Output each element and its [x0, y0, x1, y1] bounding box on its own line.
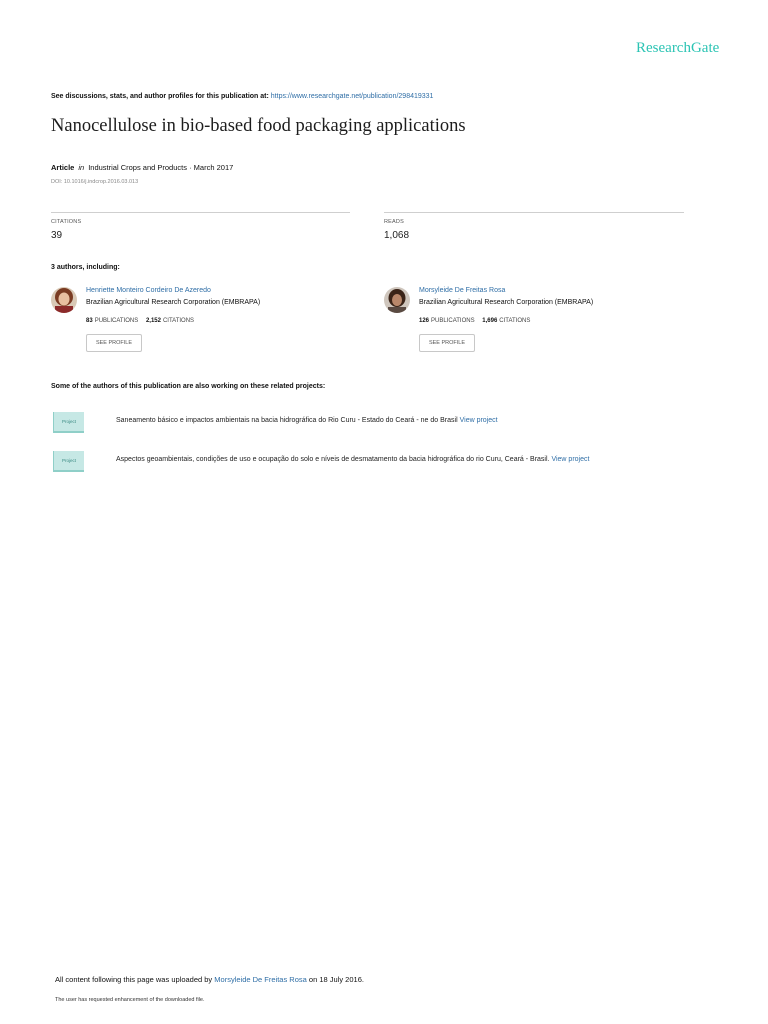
publication-date: · March 2017: [189, 163, 234, 172]
doi-text: DOI: 10.1016/j.indcrop.2016.03.013: [51, 179, 139, 185]
upload-prefix: All content following this page was uploaded by: [55, 975, 213, 984]
project-title: Saneamento básico e impactos ambientais na bacia hidrográfica do Rio Curu - Estado do Ceará - ne do Brasil: [116, 417, 458, 424]
citations-count: 2,152: [145, 318, 161, 324]
view-project-link[interactable]: View project: [551, 456, 590, 463]
project-item: [116, 417, 498, 424]
citations-label: CITATIONS: [51, 219, 82, 225]
author-affiliation: Brazilian Agricultural Research Corporation (EMBRAPA): [86, 299, 261, 306]
reads-divider: [384, 212, 684, 213]
reads-count: 1,068: [384, 230, 410, 241]
upload-notice: [55, 975, 364, 984]
publication-title: Nanocellulose in bio-based food packaging applications: [51, 116, 466, 136]
author-name-link[interactable]: Morsyleide De Freitas Rosa: [419, 287, 506, 294]
article-type: Article: [51, 163, 75, 172]
citations-count: 39: [51, 230, 63, 241]
citations-label: CITATIONS: [162, 318, 195, 324]
reads-label: READS: [384, 219, 404, 225]
project-icon: Project: [53, 412, 84, 433]
journal-name: Industrial Crops and Products: [88, 163, 187, 172]
publications-label: PUBLICATIONS: [431, 318, 475, 324]
view-project-link[interactable]: View project: [459, 417, 498, 424]
author-stats: [86, 318, 194, 324]
author-avatar[interactable]: [384, 287, 410, 313]
project-icon: Project: [53, 451, 84, 472]
publications-label: PUBLICATIONS: [94, 318, 139, 324]
author-stats: [419, 318, 530, 324]
see-profile-button[interactable]: SEE PROFILE: [86, 334, 142, 352]
citations-label: CITATIONS: [499, 318, 531, 324]
uploader-link[interactable]: Morsyleide De Freitas Rosa: [214, 975, 307, 984]
author-avatar[interactable]: [51, 287, 77, 313]
citations-count: 1,696: [482, 318, 498, 324]
discussion-prefix: See discussions, stats, and author profiles for this publication at:: [51, 93, 269, 100]
publication-url-link[interactable]: https://www.researchgate.net/publication/298419331: [270, 93, 434, 100]
citations-divider: [51, 212, 350, 213]
authors-heading: 3 authors, including:: [51, 264, 120, 271]
author-affiliation: Brazilian Agricultural Research Corporation (EMBRAPA): [419, 299, 594, 306]
project-title: Aspectos geoambientais, condições de uso e ocupação do solo e níveis de desmatamento da bacia hidrográfica do rio Curu, Ceará - Brasil.: [116, 456, 550, 463]
in-word: in: [78, 163, 85, 172]
publication-meta: [51, 163, 233, 172]
researchgate-logo[interactable]: ResearchGate: [636, 40, 720, 56]
projects-heading: Some of the authors of this publication are also working on these related projects:: [51, 383, 326, 390]
publications-count: 83: [86, 318, 93, 324]
upload-date: on 18 July 2016.: [308, 975, 364, 984]
discussion-line: [51, 93, 433, 100]
see-profile-button[interactable]: SEE PROFILE: [419, 334, 475, 352]
publications-count: 126: [419, 318, 430, 324]
author-name-link[interactable]: Henriette Monteiro Cordeiro De Azeredo: [86, 287, 211, 294]
project-item: [116, 456, 589, 463]
enhancement-note: The user has requested enhancement of the downloaded file.: [55, 997, 205, 1003]
